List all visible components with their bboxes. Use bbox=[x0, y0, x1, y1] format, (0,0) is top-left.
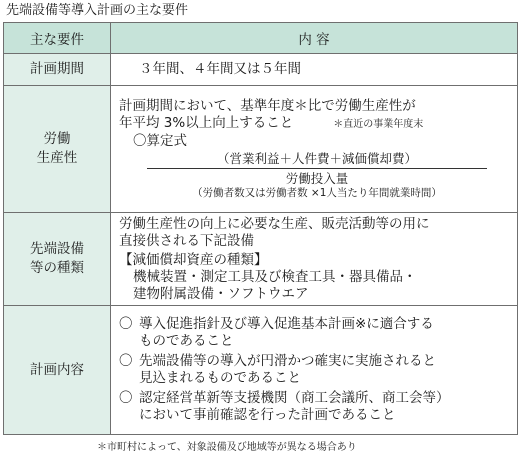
row-label-equipment bbox=[4, 213, 111, 306]
formula-numerator: （営業利益＋人件費＋減価償却費） bbox=[216, 151, 417, 166]
row-label-productivity bbox=[4, 86, 111, 213]
plan-item-3-line1: 認定経営革新等支援機関（商工会議所、商工会等） bbox=[139, 389, 450, 406]
equipment-text-line2: 直接供される下記設備 bbox=[119, 232, 254, 249]
fraction-line bbox=[147, 168, 487, 169]
formula-denominator-note: （労働者数又は労働者数 ×1人当たり年間就業時間） bbox=[192, 187, 442, 199]
productivity-formula bbox=[147, 151, 487, 200]
row-content-period bbox=[111, 54, 518, 86]
row-content-plan bbox=[111, 306, 518, 435]
table-row-period bbox=[4, 54, 518, 86]
asset-types-line1: 機械装置・測定工具及び検査工具・器具備品・ bbox=[133, 268, 417, 285]
row-label-plan: 計画内容 bbox=[4, 306, 111, 435]
equipment-label-line1: 先端設備 bbox=[30, 241, 84, 257]
productivity-text-line1: 計画期間において、基準年度＊比で労働生産性が bbox=[119, 98, 416, 114]
table-row-equipment bbox=[4, 213, 518, 306]
productivity-note: ＊直近の事業年度末 bbox=[333, 119, 424, 130]
plan-item-2 bbox=[119, 353, 511, 387]
row-label-period: 計画期間 bbox=[4, 54, 111, 86]
plan-item-2-line2: 見込まれるものであること bbox=[139, 369, 301, 386]
plan-item-3 bbox=[119, 390, 511, 424]
requirements-table bbox=[3, 22, 518, 435]
plan-item-2-line1: 先端設備等の導入が円滑かつ確実に実施されると bbox=[139, 352, 436, 369]
footnote: ＊市町村によって、対象設備及び地域等が異なる場合あり bbox=[97, 442, 357, 453]
productivity-text-line2: 年平均 3%以上向上すること bbox=[119, 115, 294, 131]
productivity-label-line1: 労働 bbox=[43, 131, 71, 147]
productivity-text-line2-wrap bbox=[119, 115, 511, 133]
header-content-col: 内 容 bbox=[111, 23, 518, 54]
plan-bullet-2: 〇 bbox=[119, 352, 133, 369]
table-row-plan bbox=[4, 306, 518, 435]
table-header-row bbox=[4, 23, 518, 54]
page-title: 先端設備等導入計画の主な要件 bbox=[6, 3, 189, 18]
plan-bullet-3: 〇 bbox=[119, 389, 133, 406]
asset-types-heading: 【減価償却資産の種類】 bbox=[119, 251, 268, 268]
formula-heading: 〇算定式 bbox=[133, 133, 187, 149]
formula-denominator: 労働投入量 bbox=[285, 171, 349, 186]
plan-item-1 bbox=[119, 316, 511, 350]
row-content-productivity bbox=[111, 86, 518, 213]
plan-bullet-1: 〇 bbox=[119, 315, 133, 332]
row-content-equipment bbox=[111, 213, 518, 306]
plan-item-1-line2: ものであること bbox=[139, 332, 234, 349]
productivity-label-line2: 生産性 bbox=[36, 150, 78, 166]
plan-item-1-line1: 導入促進指針及び導入促進基本計画※に適合する bbox=[139, 315, 434, 332]
equipment-text-line1: 労働生産性の向上に必要な生産、販売活動等の用に bbox=[119, 215, 430, 232]
asset-types-line2: 建物附属設備・ソフトウエア bbox=[133, 285, 309, 302]
plan-item-3-line2: において事前確認を行った計画であること bbox=[139, 406, 396, 423]
table-row-productivity bbox=[4, 86, 518, 213]
equipment-label-line2: 等の種類 bbox=[30, 260, 84, 276]
header-label-col: 主な要件 bbox=[4, 23, 111, 54]
period-text: ３年間、４年間又は５年間 bbox=[139, 61, 301, 77]
